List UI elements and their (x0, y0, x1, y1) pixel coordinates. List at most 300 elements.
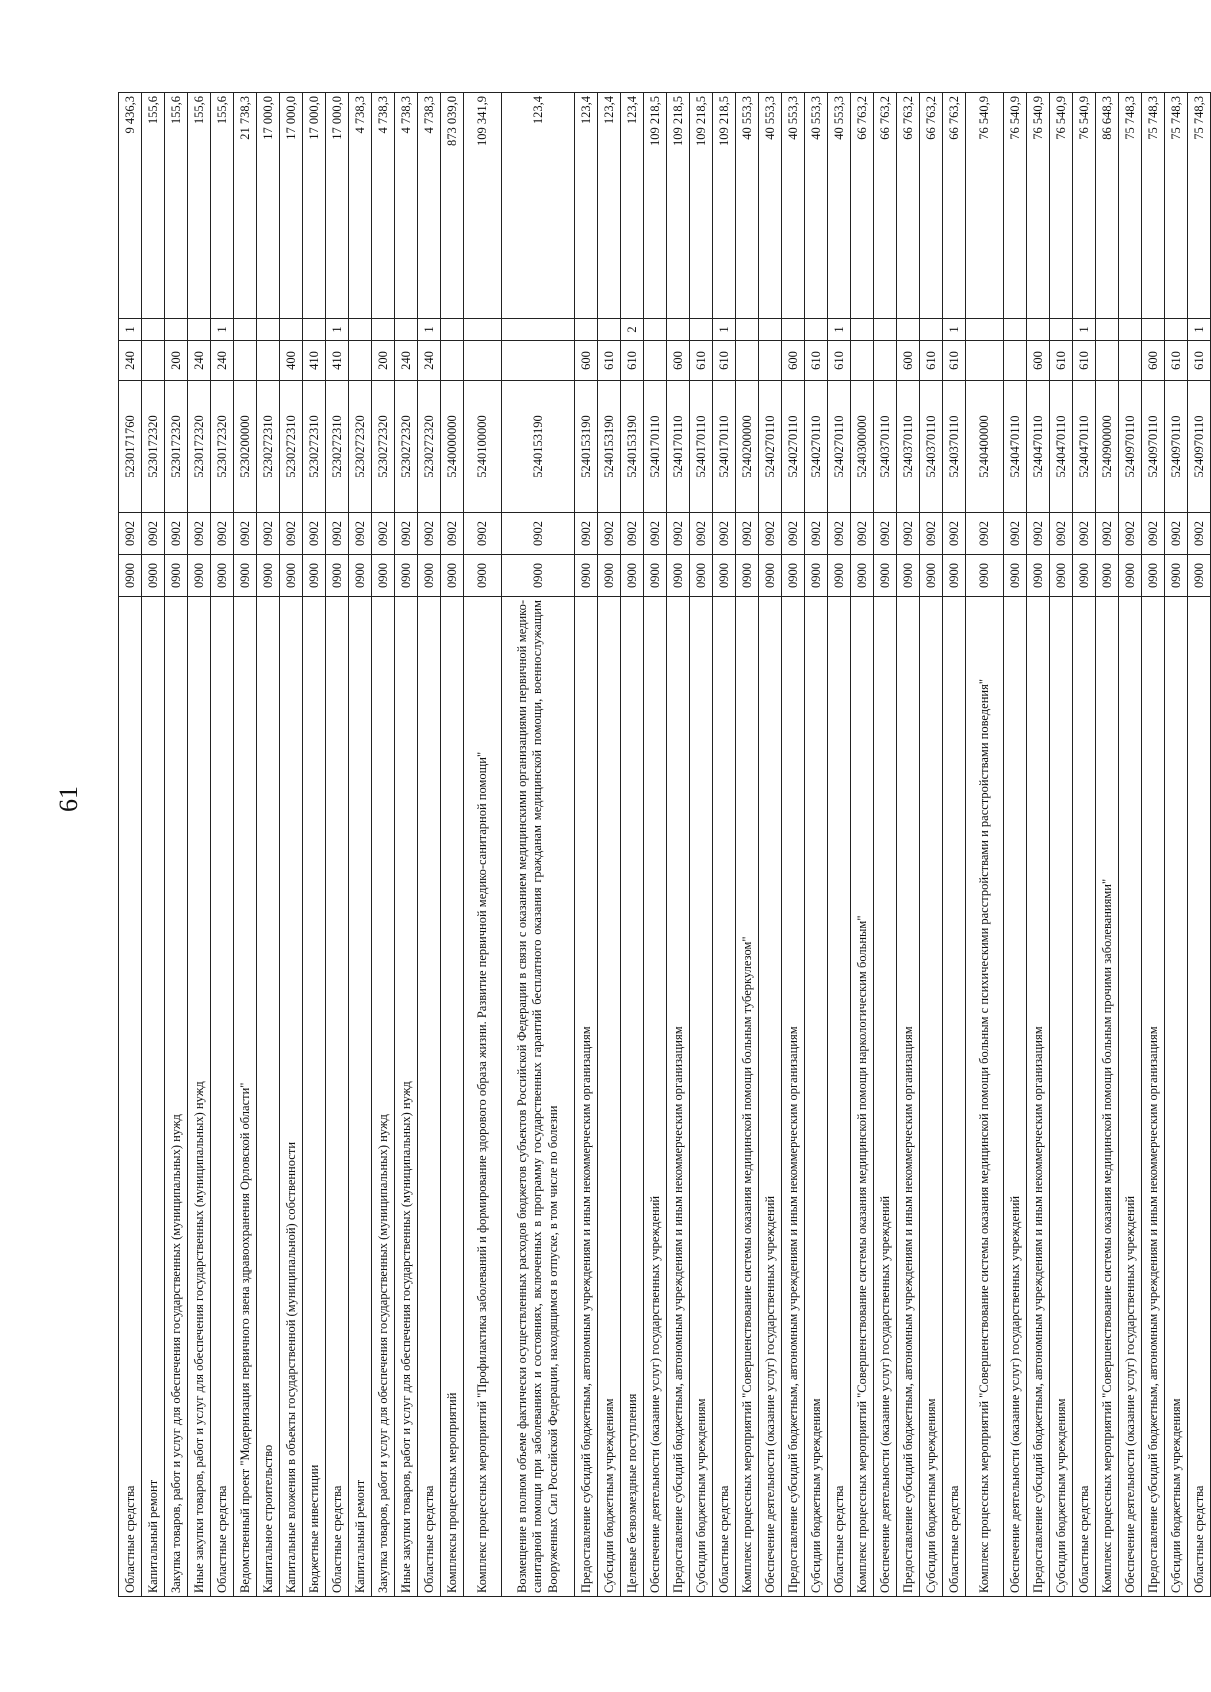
row-csr-cell: 5240370110 (897, 381, 920, 513)
row-csr-cell: 5230272320 (372, 381, 395, 513)
row-amount-cell: 17 000,0 (303, 93, 326, 319)
row-vr-cell: 610 (828, 341, 851, 381)
row-gp-cell: 0900 (303, 555, 326, 597)
row-name-cell: Комплекс процессных мероприятий "Профилактика заболеваний и формирование здорового образа жизни. Развитие первичной медико-санитарной помощи" (464, 597, 502, 1597)
row-gp-cell: 0900 (280, 555, 303, 597)
row-amount-cell: 109 218,5 (690, 93, 713, 319)
row-source-cell: 1 (943, 319, 966, 341)
row-gp-cell: 0900 (736, 555, 759, 597)
row-name-cell: Областные средства (943, 597, 966, 1597)
row-section-cell: 0902 (966, 513, 1004, 555)
row-csr-cell: 5230172320 (188, 381, 211, 513)
row-vr-cell (966, 341, 1004, 381)
row-gp-cell: 0900 (234, 555, 257, 597)
row-name-cell: Иные закупки товаров, работ и услуг для обеспечения государственных (муниципальных) нужд (188, 597, 211, 1597)
row-csr-cell: 5240153190 (598, 381, 621, 513)
row-gp-cell: 0900 (1004, 555, 1027, 597)
row-vr-cell (257, 341, 280, 381)
row-gp-cell: 0900 (828, 555, 851, 597)
row-gp-cell: 0900 (667, 555, 690, 597)
row-gp-cell: 0900 (759, 555, 782, 597)
row-csr-cell: 5240153190 (575, 381, 598, 513)
row-csr-cell: 5240170110 (667, 381, 690, 513)
row-section-cell: 0902 (667, 513, 690, 555)
row-csr-cell: 5230172320 (211, 381, 234, 513)
row-vr-cell (349, 341, 372, 381)
row-csr-cell: 5240170110 (713, 381, 736, 513)
table-row (1027, 93, 1050, 1597)
row-amount-cell: 66 763,2 (920, 93, 943, 319)
row-source-cell (897, 319, 920, 341)
row-vr-cell: 600 (575, 341, 598, 381)
row-name-cell: Предоставление субсидий бюджетным, автономным учреждениям и иным некоммерческим организациям (1027, 597, 1050, 1597)
row-gp-cell: 0900 (257, 555, 280, 597)
row-source-cell: 1 (326, 319, 349, 341)
table-row (280, 93, 303, 1597)
row-section-cell: 0902 (418, 513, 441, 555)
row-gp-cell: 0900 (1165, 555, 1188, 597)
row-gp-cell: 0900 (418, 555, 441, 597)
row-gp-cell: 0900 (920, 555, 943, 597)
row-section-cell: 0902 (142, 513, 165, 555)
row-amount-cell: 66 763,2 (874, 93, 897, 319)
row-gp-cell: 0900 (782, 555, 805, 597)
row-amount-cell: 76 540,9 (1004, 93, 1027, 319)
row-csr-cell: 5230272320 (395, 381, 418, 513)
row-vr-cell (736, 341, 759, 381)
row-section-cell: 0902 (349, 513, 372, 555)
row-source-cell: 1 (713, 319, 736, 341)
table-row (257, 93, 280, 1597)
row-amount-cell: 123,4 (502, 93, 575, 319)
row-section-cell: 0902 (759, 513, 782, 555)
row-csr-cell: 5240300000 (851, 381, 874, 513)
row-vr-cell: 600 (1027, 341, 1050, 381)
row-name-cell: Комплекс процессных мероприятий "Совершенствование системы оказания медицинской помощи больным туберкулезом" (736, 597, 759, 1597)
table-row (418, 93, 441, 1597)
row-source-cell (441, 319, 464, 341)
row-name-cell: Комплекс процессных мероприятий "Совершенствование системы оказания медицинской помощи наркологическим больным" (851, 597, 874, 1597)
row-csr-cell: 5230272310 (257, 381, 280, 513)
row-vr-cell (644, 341, 667, 381)
row-name-cell: Субсидии бюджетным учреждениям (920, 597, 943, 1597)
row-gp-cell: 0900 (575, 555, 598, 597)
row-section-cell: 0902 (1004, 513, 1027, 555)
row-name-cell: Капитальный ремонт (349, 597, 372, 1597)
row-csr-cell: 5240370110 (874, 381, 897, 513)
row-name-cell: Капитальное строительство (257, 597, 280, 1597)
row-source-cell: 1 (1073, 319, 1096, 341)
row-name-cell: Капитальные вложения в объекты государственной (муниципальной) собственности (280, 597, 303, 1597)
table-row (943, 93, 966, 1597)
row-csr-cell: 5230200000 (234, 381, 257, 513)
row-name-cell: Областные средства (1188, 597, 1211, 1597)
row-vr-cell: 600 (1142, 341, 1165, 381)
row-amount-cell: 17 000,0 (257, 93, 280, 319)
row-section-cell: 0902 (188, 513, 211, 555)
row-amount-cell: 86 648,3 (1096, 93, 1119, 319)
row-source-cell (1096, 319, 1119, 341)
row-name-cell: Обеспечение деятельности (оказание услуг) государственных учреждений (1119, 597, 1142, 1597)
table-row (464, 93, 502, 1597)
row-gp-cell: 0900 (165, 555, 188, 597)
row-csr-cell: 5240470110 (1004, 381, 1027, 513)
row-amount-cell: 109 341,9 (464, 93, 502, 319)
row-source-cell (303, 319, 326, 341)
row-csr-cell: 5240370110 (943, 381, 966, 513)
table-row (690, 93, 713, 1597)
row-source-cell (598, 319, 621, 341)
row-name-cell: Иные закупки товаров, работ и услуг для обеспечения государственных (муниципальных) нужд (395, 597, 418, 1597)
row-vr-cell: 240 (188, 341, 211, 381)
row-section-cell: 0902 (326, 513, 349, 555)
row-gp-cell: 0900 (897, 555, 920, 597)
row-gp-cell: 0900 (966, 555, 1004, 597)
table-row (395, 93, 418, 1597)
table-row (142, 93, 165, 1597)
row-source-cell (464, 319, 502, 341)
table-row (1119, 93, 1142, 1597)
table-row (211, 93, 234, 1597)
row-section-cell: 0902 (257, 513, 280, 555)
row-name-cell: Закупка товаров, работ и услуг для обеспечения государственных (муниципальных) нужд (165, 597, 188, 1597)
row-amount-cell: 75 748,3 (1165, 93, 1188, 319)
row-vr-cell: 610 (598, 341, 621, 381)
row-amount-cell: 40 553,3 (736, 93, 759, 319)
row-amount-cell: 75 748,3 (1188, 93, 1211, 319)
row-csr-cell: 5240970110 (1165, 381, 1188, 513)
row-source-cell (782, 319, 805, 341)
row-section-cell: 0902 (441, 513, 464, 555)
table-row (1073, 93, 1096, 1597)
row-gp-cell: 0900 (372, 555, 395, 597)
table-row (644, 93, 667, 1597)
row-vr-cell: 200 (165, 341, 188, 381)
row-name-cell: Закупка товаров, работ и услуг для обеспечения государственных (муниципальных) нужд (372, 597, 395, 1597)
row-gp-cell: 0900 (464, 555, 502, 597)
row-amount-cell: 40 553,3 (805, 93, 828, 319)
row-name-cell: Предоставление субсидий бюджетным, автономным учреждениям и иным некоммерческим организациям (897, 597, 920, 1597)
row-gp-cell: 0900 (874, 555, 897, 597)
row-section-cell: 0902 (280, 513, 303, 555)
table-row (372, 93, 395, 1597)
row-name-cell: Областные средства (1073, 597, 1096, 1597)
row-amount-cell: 155,6 (188, 93, 211, 319)
row-name-cell: Бюджетные инвестиции (303, 597, 326, 1597)
row-name-cell: Областные средства (418, 597, 441, 1597)
row-csr-cell: 5240270110 (805, 381, 828, 513)
row-amount-cell: 76 540,9 (1027, 93, 1050, 319)
row-vr-cell: 610 (1165, 341, 1188, 381)
row-csr-cell: 5240170110 (644, 381, 667, 513)
budget-table-body (119, 93, 1211, 1597)
row-source-cell (1027, 319, 1050, 341)
row-gp-cell: 0900 (713, 555, 736, 597)
row-gp-cell: 0900 (1096, 555, 1119, 597)
row-section-cell: 0902 (897, 513, 920, 555)
row-source-cell (920, 319, 943, 341)
table-row (441, 93, 464, 1597)
row-section-cell: 0902 (395, 513, 418, 555)
row-gp-cell: 0900 (326, 555, 349, 597)
row-source-cell (759, 319, 782, 341)
row-csr-cell: 5240900000 (1096, 381, 1119, 513)
row-section-cell: 0902 (1142, 513, 1165, 555)
row-vr-cell: 240 (395, 341, 418, 381)
row-amount-cell: 76 540,9 (1050, 93, 1073, 319)
row-csr-cell: 5240470110 (1050, 381, 1073, 513)
table-row (575, 93, 598, 1597)
row-amount-cell: 109 218,5 (644, 93, 667, 319)
row-gp-cell: 0900 (1050, 555, 1073, 597)
table-row (667, 93, 690, 1597)
row-vr-cell: 610 (1073, 341, 1096, 381)
row-amount-cell: 4 738,3 (372, 93, 395, 319)
row-amount-cell: 4 738,3 (395, 93, 418, 319)
row-amount-cell: 66 763,2 (897, 93, 920, 319)
row-amount-cell: 66 763,2 (851, 93, 874, 319)
row-amount-cell: 109 218,5 (667, 93, 690, 319)
row-vr-cell (1096, 341, 1119, 381)
row-amount-cell: 155,6 (142, 93, 165, 319)
row-section-cell: 0902 (805, 513, 828, 555)
row-source-cell: 2 (621, 319, 644, 341)
row-section-cell: 0902 (1050, 513, 1073, 555)
row-section-cell: 0902 (165, 513, 188, 555)
row-vr-cell (502, 341, 575, 381)
row-vr-cell: 610 (920, 341, 943, 381)
row-source-cell (1050, 319, 1073, 341)
row-vr-cell: 610 (621, 341, 644, 381)
row-section-cell: 0902 (1188, 513, 1211, 555)
row-gp-cell: 0900 (441, 555, 464, 597)
row-gp-cell: 0900 (598, 555, 621, 597)
row-name-cell: Комплекс процессных мероприятий "Совершенствование системы оказания медицинской помощи больным прочими заболеваниями" (1096, 597, 1119, 1597)
row-amount-cell: 123,4 (621, 93, 644, 319)
row-name-cell: Субсидии бюджетным учреждениям (805, 597, 828, 1597)
row-amount-cell: 40 553,3 (782, 93, 805, 319)
row-source-cell (805, 319, 828, 341)
table-row (805, 93, 828, 1597)
row-vr-cell (759, 341, 782, 381)
row-vr-cell (1119, 341, 1142, 381)
row-amount-cell: 4 738,3 (349, 93, 372, 319)
row-section-cell: 0902 (119, 513, 142, 555)
row-source-cell (165, 319, 188, 341)
table-row (502, 93, 575, 1597)
row-gp-cell: 0900 (349, 555, 372, 597)
row-source-cell (874, 319, 897, 341)
table-row (1050, 93, 1073, 1597)
row-source-cell (234, 319, 257, 341)
row-vr-cell: 410 (303, 341, 326, 381)
row-vr-cell (874, 341, 897, 381)
row-gp-cell: 0900 (1188, 555, 1211, 597)
row-section-cell: 0902 (713, 513, 736, 555)
row-gp-cell: 0900 (395, 555, 418, 597)
row-csr-cell: 5240270110 (782, 381, 805, 513)
row-source-cell (280, 319, 303, 341)
row-name-cell: Областные средства (211, 597, 234, 1597)
row-name-cell: Ведомственный проект "Модернизация первичного звена здравоохранения Орловской области" (234, 597, 257, 1597)
row-source-cell (1165, 319, 1188, 341)
row-amount-cell: 123,4 (575, 93, 598, 319)
row-gp-cell: 0900 (1073, 555, 1096, 597)
row-vr-cell: 610 (690, 341, 713, 381)
row-csr-cell: 5240370110 (920, 381, 943, 513)
row-source-cell: 1 (211, 319, 234, 341)
row-amount-cell: 40 553,3 (759, 93, 782, 319)
row-vr-cell: 410 (326, 341, 349, 381)
row-amount-cell: 109 218,5 (713, 93, 736, 319)
row-csr-cell: 5240100000 (464, 381, 502, 513)
row-section-cell: 0902 (234, 513, 257, 555)
row-section-cell: 0902 (874, 513, 897, 555)
row-csr-cell: 5240970110 (1119, 381, 1142, 513)
row-csr-cell: 5230172320 (165, 381, 188, 513)
row-csr-cell: 5230272310 (303, 381, 326, 513)
row-csr-cell: 5230171760 (119, 381, 142, 513)
table-row (326, 93, 349, 1597)
row-section-cell: 0902 (1027, 513, 1050, 555)
row-csr-cell: 5230272310 (326, 381, 349, 513)
row-csr-cell: 5240470110 (1027, 381, 1050, 513)
row-vr-cell: 610 (1188, 341, 1211, 381)
row-source-cell (644, 319, 667, 341)
table-row (828, 93, 851, 1597)
row-section-cell: 0902 (828, 513, 851, 555)
row-source-cell (851, 319, 874, 341)
row-vr-cell (851, 341, 874, 381)
row-amount-cell: 40 553,3 (828, 93, 851, 319)
row-gp-cell: 0900 (644, 555, 667, 597)
row-csr-cell: 5240970110 (1142, 381, 1165, 513)
table-row (851, 93, 874, 1597)
row-gp-cell: 0900 (805, 555, 828, 597)
row-source-cell (395, 319, 418, 341)
row-vr-cell: 610 (805, 341, 828, 381)
row-name-cell: Комплекс процессных мероприятий "Совершенствование системы оказания медицинской помощи больным с психическими расстройствами и расстройствами поведения" (966, 597, 1004, 1597)
row-gp-cell: 0900 (188, 555, 211, 597)
row-csr-cell: 5240000000 (441, 381, 464, 513)
row-amount-cell: 76 540,9 (966, 93, 1004, 319)
budget-table-wrapper (118, 93, 1206, 1597)
row-csr-cell: 5240470110 (1073, 381, 1096, 513)
row-vr-cell: 200 (372, 341, 395, 381)
row-amount-cell: 21 738,3 (234, 93, 257, 319)
row-vr-cell: 240 (211, 341, 234, 381)
row-amount-cell: 4 738,3 (418, 93, 441, 319)
row-csr-cell: 5230272310 (280, 381, 303, 513)
row-section-cell: 0902 (920, 513, 943, 555)
row-csr-cell: 5230172320 (142, 381, 165, 513)
row-amount-cell: 76 540,9 (1073, 93, 1096, 319)
row-name-cell: Обеспечение деятельности (оказание услуг) государственных учреждений (1004, 597, 1027, 1597)
table-row (1188, 93, 1211, 1597)
row-name-cell: Предоставление субсидий бюджетным, автономным учреждениям и иным некоммерческим организациям (1142, 597, 1165, 1597)
table-row (874, 93, 897, 1597)
table-row (1165, 93, 1188, 1597)
row-amount-cell: 75 748,3 (1142, 93, 1165, 319)
row-section-cell: 0902 (644, 513, 667, 555)
row-vr-cell: 610 (1050, 341, 1073, 381)
row-source-cell: 1 (119, 319, 142, 341)
row-source-cell (736, 319, 759, 341)
row-csr-cell: 5230272320 (418, 381, 441, 513)
row-source-cell (575, 319, 598, 341)
row-gp-cell: 0900 (851, 555, 874, 597)
row-section-cell: 0902 (372, 513, 395, 555)
budget-table (118, 92, 1211, 1597)
row-vr-cell (464, 341, 502, 381)
table-row (1004, 93, 1027, 1597)
row-name-cell: Субсидии бюджетным учреждениям (1165, 597, 1188, 1597)
row-name-cell: Комплексы процессных мероприятий (441, 597, 464, 1597)
row-gp-cell: 0900 (142, 555, 165, 597)
row-amount-cell: 75 748,3 (1119, 93, 1142, 319)
row-section-cell: 0902 (464, 513, 502, 555)
row-amount-cell: 123,4 (598, 93, 621, 319)
table-row (119, 93, 142, 1597)
row-vr-cell: 600 (782, 341, 805, 381)
row-section-cell: 0902 (1073, 513, 1096, 555)
table-row (1096, 93, 1119, 1597)
row-name-cell: Возмещение в полном объеме фактически осуществленных расходов бюджетов субъектов Российской Федерации в связи с оказанием медицинскими организациями первичной медико-санитарной помощи при заболеваниях и состояниях, включенных в программу государственных гарантий бесплатного оказания гражданам медицинской помощи, военнослужащим Вооруженных Сил Российской Федерации, находящимся в отпуске, в том числе по болезни (502, 597, 575, 1597)
row-amount-cell: 66 763,2 (943, 93, 966, 319)
row-csr-cell: 5240170110 (690, 381, 713, 513)
row-gp-cell: 0900 (943, 555, 966, 597)
row-name-cell: Капитальный ремонт (142, 597, 165, 1597)
row-vr-cell: 610 (713, 341, 736, 381)
row-gp-cell: 0900 (502, 555, 575, 597)
table-row (736, 93, 759, 1597)
row-section-cell: 0902 (943, 513, 966, 555)
row-section-cell: 0902 (1096, 513, 1119, 555)
row-section-cell: 0902 (211, 513, 234, 555)
table-row (234, 93, 257, 1597)
row-csr-cell: 5240270110 (759, 381, 782, 513)
row-section-cell: 0902 (690, 513, 713, 555)
table-row (303, 93, 326, 1597)
row-csr-cell: 5240970110 (1188, 381, 1211, 513)
row-vr-cell: 600 (897, 341, 920, 381)
row-amount-cell: 17 000,0 (326, 93, 349, 319)
row-source-cell (667, 319, 690, 341)
table-row (1142, 93, 1165, 1597)
row-source-cell (502, 319, 575, 341)
row-csr-cell: 5240153190 (621, 381, 644, 513)
row-source-cell: 1 (1188, 319, 1211, 341)
row-name-cell: Целевые безвозмездные поступления (621, 597, 644, 1597)
row-vr-cell: 240 (418, 341, 441, 381)
table-row (782, 93, 805, 1597)
row-section-cell: 0902 (575, 513, 598, 555)
row-name-cell: Обеспечение деятельности (оказание услуг) государственных учреждений (644, 597, 667, 1597)
row-section-cell: 0902 (736, 513, 759, 555)
row-source-cell (966, 319, 1004, 341)
row-amount-cell: 9 436,3 (119, 93, 142, 319)
row-gp-cell: 0900 (621, 555, 644, 597)
row-source-cell (690, 319, 713, 341)
row-source-cell (188, 319, 211, 341)
row-vr-cell (142, 341, 165, 381)
row-vr-cell: 240 (119, 341, 142, 381)
row-amount-cell: 17 000,0 (280, 93, 303, 319)
table-row (165, 93, 188, 1597)
row-csr-cell: 5240270110 (828, 381, 851, 513)
row-gp-cell: 0900 (211, 555, 234, 597)
row-name-cell: Предоставление субсидий бюджетным, автономным учреждениям и иным некоммерческим организациям (667, 597, 690, 1597)
